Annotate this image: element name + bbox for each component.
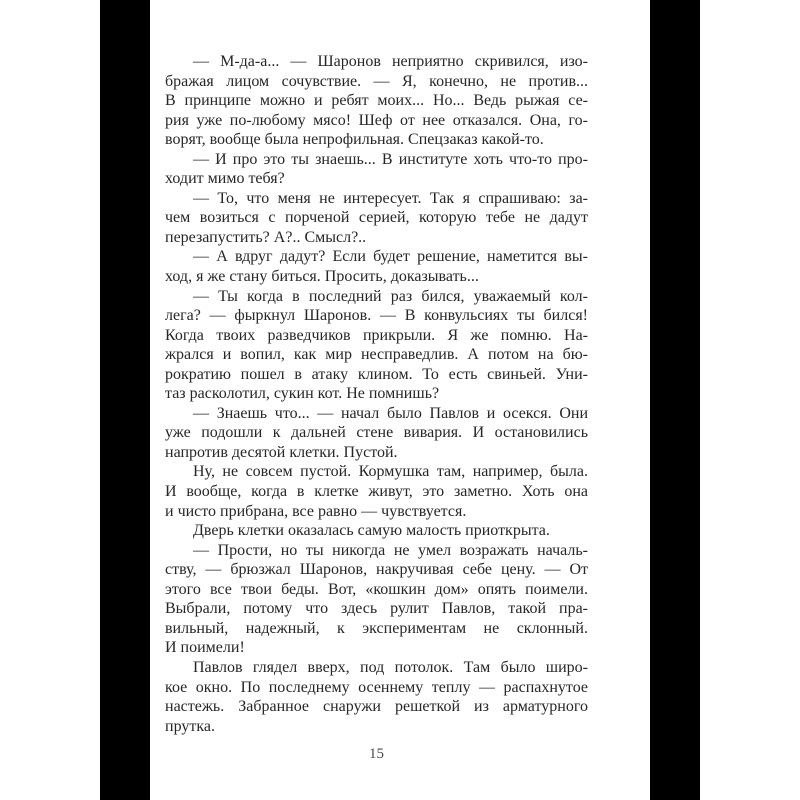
paragraph <box>165 521 588 541</box>
paragraph <box>165 52 588 150</box>
text-line: — Знаешь что... — начал было Павлов и осекся. Они <box>193 404 588 422</box>
text-line: И поимели! <box>165 639 245 657</box>
text-line: ход, я же стану биться. Просить, доказывать... <box>165 268 479 286</box>
text-line: рия уже по-любому мясо! Шеф от нее отказался. Она, го- <box>165 111 588 129</box>
text-line: Ну, не совсем пустой. Кормушка там, например, была. <box>193 463 588 481</box>
paragraph <box>165 541 588 658</box>
text-line: напротив десятой клетки. Пустой. <box>165 443 398 461</box>
text-line: этого все твои беды. Вот, «кошкин дом» опять поимели. <box>165 580 588 598</box>
paragraph <box>165 150 588 189</box>
text-line: бражая лицом сочувствие. — Я, конечно, не против... <box>165 72 588 90</box>
text-line: и чисто прибрана, все равно — чувствуется. <box>165 502 467 520</box>
text-line: чем возиться с порченой серией, которую тебе не дадут <box>165 209 588 227</box>
paragraph <box>165 287 588 404</box>
text-line: Выбрали, потому что здесь рулит Павлов, такой пра- <box>165 600 588 618</box>
text-line: — Ты когда в последний раз бился, уважаемый кол- <box>193 287 588 305</box>
text-line: вильный, надежный, к экспериментам не склонный. <box>165 619 588 637</box>
text-line: кое окно. По последнему осеннему теплу — распахнутое <box>165 678 588 696</box>
text-line: таз расколотил, сукин кот. Не помнишь? <box>165 385 440 403</box>
page-number: 15 <box>369 746 384 762</box>
paragraph <box>165 462 588 521</box>
paragraph <box>165 247 588 286</box>
text-line: ворят, вообще была непрофильная. Спецзаказ какой-то. <box>165 131 544 149</box>
text-line: — Прости, но ты никогда не умел возражать началь- <box>193 541 588 559</box>
text-line: И вообще, когда в клетке живут, это заметно. Хоть она <box>165 483 588 501</box>
text-line: ходит мимо тебя? <box>165 170 285 188</box>
text-line: рократию пошел в атаку клином. То есть свиньей. Уни- <box>165 365 588 383</box>
paragraph <box>165 189 588 248</box>
text-line: В принципе можно и ребят моих... Но... Ведь рыжая се- <box>165 92 588 110</box>
text-line: Дверь клетки оказалась самую малость приоткрыта. <box>193 522 550 540</box>
left-scan-bar <box>100 0 150 800</box>
text-line: Павлов глядел вверх, под потолок. Там было широ- <box>193 658 588 676</box>
text-line: Когда твоих разведчиков прикрыли. Я же помню. На- <box>165 326 588 344</box>
text-line: перезапустить? А?.. Смысл?.. <box>165 228 367 246</box>
paragraph <box>165 658 588 736</box>
right-scan-bar <box>650 0 700 800</box>
text-line: — То, что меня не интересует. Так я спрашиваю: за- <box>193 189 588 207</box>
text-line: ству, — брюзжал Шаронов, накручивая себе цену. — От <box>165 561 588 579</box>
text-line: настежь. Забранное снаружи решеткой из арматурного <box>165 698 588 716</box>
text-line: лега? — фыркнул Шаронов. — В конвульсиях ты бился! <box>165 307 588 325</box>
text-line: прутка. <box>165 717 215 735</box>
text-line: жрался и вопил, как мир несправедлив. А потом на бю- <box>165 346 588 364</box>
text-line: — А вдруг дадут? Если будет решение, наметится вы- <box>193 248 588 266</box>
text-line: — М-да-а... — Шаронов неприятно скривился, изо- <box>193 53 588 70</box>
paragraph <box>165 404 588 463</box>
book-page-text <box>165 52 588 736</box>
text-line: уже подошли к дальней стене вивария. И остановились <box>165 424 588 442</box>
text-line: — И про это ты знаешь... В институте хоть что-то про- <box>193 150 588 168</box>
